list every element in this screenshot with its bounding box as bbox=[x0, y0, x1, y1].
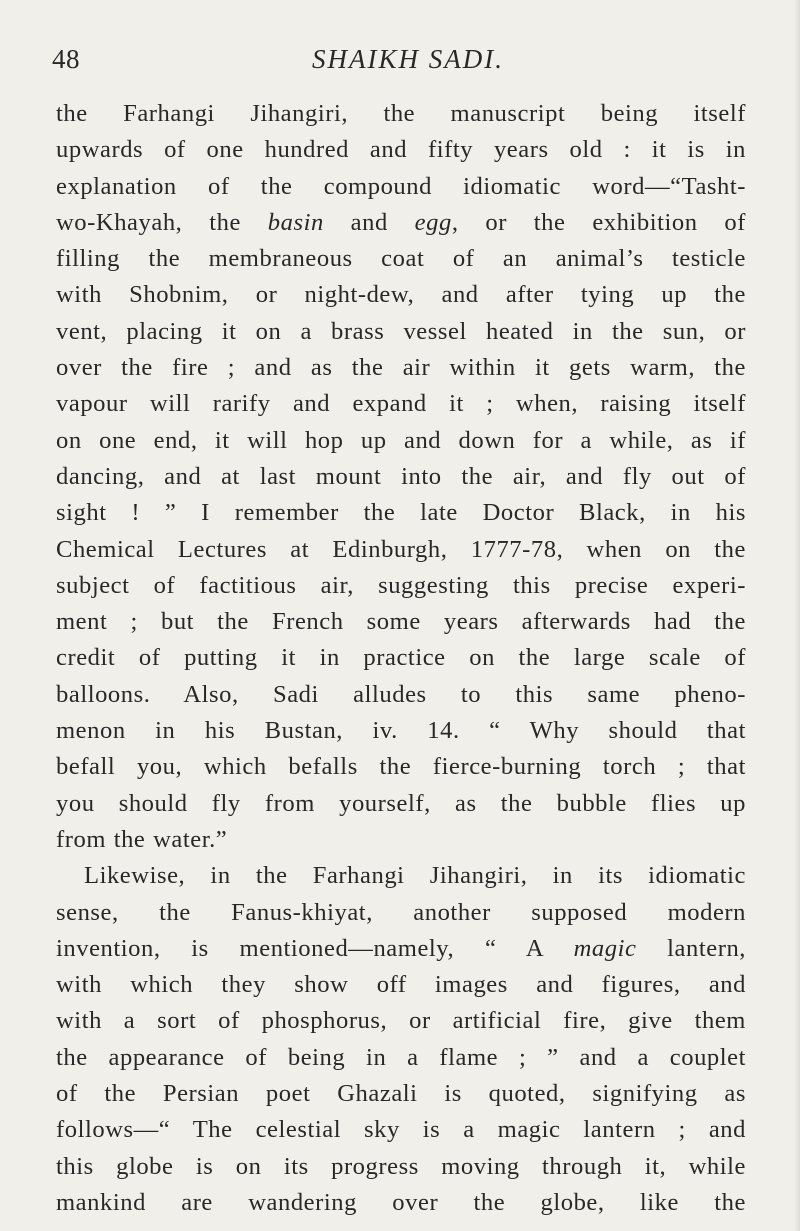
text-line: from the water.” bbox=[56, 825, 228, 853]
italic-term: basin bbox=[267, 208, 324, 236]
text-line: mankind are wandering over the globe, like the bbox=[56, 1188, 746, 1216]
text-line: upwards of one hundred and fifty years old : it is in bbox=[56, 136, 746, 164]
text-line: ment ; but the French some years afterwards had the bbox=[56, 608, 746, 636]
text-line: sight ! ” I remember the late Doctor Black, in his bbox=[56, 499, 746, 527]
text-line: sense, the Fanus-khiyat, another supposed modern bbox=[56, 898, 746, 926]
text-line: with a sort of phosphorus, or artificial fire, give them bbox=[56, 1007, 746, 1035]
text-line: the Farhangi Jihangiri, the manuscript being itself bbox=[56, 100, 746, 127]
text-line: explanation of the compound idiomatic word—“Tasht- bbox=[56, 172, 746, 200]
text-line: subject of factitious air, suggesting this precise experi- bbox=[56, 571, 746, 599]
text-line: on one end, it will hop up and down for a while, as if bbox=[56, 426, 746, 454]
text-line: with Shobnim, or night-dew, and after tying up the bbox=[56, 281, 746, 309]
text-line: credit of putting it in practice on the large scale of bbox=[56, 644, 746, 672]
text-run: lantern, bbox=[636, 934, 746, 962]
text-line: balloons. Also, Sadi alludes to this same pheno- bbox=[56, 680, 746, 708]
text-line: befall you, which befalls the fierce-burning torch ; that bbox=[56, 753, 746, 781]
running-head: SHAIKH SADI. bbox=[312, 44, 504, 74]
page-number: 48 bbox=[52, 44, 80, 74]
text-line: of the Persian poet Ghazali is quoted, signifying as bbox=[56, 1080, 746, 1108]
text-run: , or the exhibition of bbox=[451, 208, 746, 236]
text-line: the appearance of being in a flame ; ” and a couplet bbox=[56, 1043, 746, 1071]
body-text bbox=[56, 96, 746, 1221]
page-edge-shadow bbox=[794, 0, 800, 1231]
text-line: menon in his Bustan, iv. 14. “ Why should that bbox=[56, 717, 746, 745]
text-run: wo-Khayah, the bbox=[56, 208, 268, 236]
page-header bbox=[0, 44, 800, 84]
italic-term: magic bbox=[573, 934, 637, 962]
text-line: vapour will rarify and expand it ; when, raising itself bbox=[56, 390, 746, 418]
text-line: vent, placing it on a brass vessel heated in the sun, or bbox=[56, 317, 746, 345]
text-line: Chemical Lectures at Edinburgh, 1777-78, when on the bbox=[56, 535, 746, 563]
text-line bbox=[56, 205, 746, 241]
text-line: over the fire ; and as the air within it gets warm, the bbox=[56, 354, 746, 382]
text-run: and bbox=[323, 208, 415, 236]
italic-term: egg bbox=[414, 208, 452, 236]
text-line bbox=[56, 931, 746, 967]
text-line: you should fly from yourself, as the bubble flies up bbox=[56, 789, 746, 817]
text-line: dancing, and at last mount into the air, and fly out of bbox=[56, 462, 746, 490]
text-line: this globe is on its progress moving through it, while bbox=[56, 1152, 746, 1180]
text-line: filling the membraneous coat of an animal’s testicle bbox=[56, 245, 746, 273]
text-run: invention, is mentioned—namely, “ A bbox=[56, 934, 574, 962]
text-line: with which they show off images and figures, and bbox=[56, 971, 746, 999]
text-line: follows—“ The celestial sky is a magic lantern ; and bbox=[56, 1116, 746, 1144]
text-line: Likewise, in the Farhangi Jihangiri, in its idiomatic bbox=[84, 862, 746, 890]
